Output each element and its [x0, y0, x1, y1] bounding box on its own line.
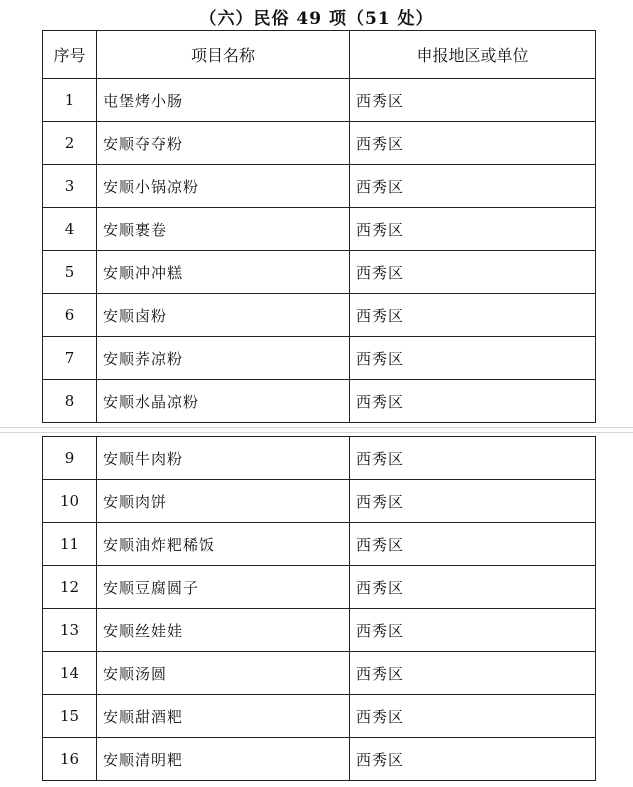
row-index: 5 [43, 251, 97, 294]
row-name: 安顺油炸粑稀饭 [97, 523, 350, 566]
row-unit: 西秀区 [350, 251, 596, 294]
row-unit: 西秀区 [350, 523, 596, 566]
section-title: （六）民俗 49 项（51 处） [199, 9, 434, 29]
table-row [43, 695, 596, 738]
header-unit: 申报地区或单位 [350, 31, 596, 79]
row-name: 安顺牛肉粉 [97, 437, 350, 480]
row-index: 9 [43, 437, 97, 480]
row-index: 14 [43, 652, 97, 695]
row-name: 安顺荞凉粉 [97, 337, 350, 380]
folk-items-table-page-1 [42, 30, 596, 423]
table-row [43, 208, 596, 251]
row-name: 安顺丝娃娃 [97, 609, 350, 652]
row-unit: 西秀区 [350, 122, 596, 165]
row-index: 4 [43, 208, 97, 251]
header-index: 序号 [43, 31, 97, 79]
table-row [43, 652, 596, 695]
table-header-row [43, 31, 596, 79]
table-row [43, 609, 596, 652]
row-name: 安顺清明粑 [97, 738, 350, 781]
row-name: 安顺裹卷 [97, 208, 350, 251]
row-index: 10 [43, 480, 97, 523]
page-break-line-bottom [0, 432, 633, 433]
row-index: 7 [43, 337, 97, 380]
table-row [43, 337, 596, 380]
table-row [43, 480, 596, 523]
row-index: 13 [43, 609, 97, 652]
row-unit: 西秀区 [350, 294, 596, 337]
table-row [43, 251, 596, 294]
table-row [43, 523, 596, 566]
row-name: 安顺小锅凉粉 [97, 165, 350, 208]
row-name: 安顺豆腐圆子 [97, 566, 350, 609]
page-break-line-top [0, 427, 633, 428]
row-unit: 西秀区 [350, 437, 596, 480]
table-row [43, 437, 596, 480]
row-name: 安顺冲冲糕 [97, 251, 350, 294]
row-unit: 西秀区 [350, 337, 596, 380]
row-name: 安顺肉饼 [97, 480, 350, 523]
table-row [43, 294, 596, 337]
row-name: 安顺甜酒粑 [97, 695, 350, 738]
row-index: 12 [43, 566, 97, 609]
row-unit: 西秀区 [350, 480, 596, 523]
row-name: 屯堡烤小肠 [97, 79, 350, 122]
row-name: 安顺水晶凉粉 [97, 380, 350, 423]
row-index: 16 [43, 738, 97, 781]
row-index: 11 [43, 523, 97, 566]
table-row [43, 380, 596, 423]
row-index: 2 [43, 122, 97, 165]
table-row [43, 122, 596, 165]
row-unit: 西秀区 [350, 208, 596, 251]
header-name: 项目名称 [97, 31, 350, 79]
row-unit: 西秀区 [350, 695, 596, 738]
row-name: 安顺夺夺粉 [97, 122, 350, 165]
row-name: 安顺卤粉 [97, 294, 350, 337]
row-index: 15 [43, 695, 97, 738]
row-unit: 西秀区 [350, 79, 596, 122]
table-row [43, 165, 596, 208]
row-unit: 西秀区 [350, 165, 596, 208]
page-break [0, 424, 633, 436]
folk-items-table-page-2 [42, 436, 596, 781]
row-unit: 西秀区 [350, 609, 596, 652]
row-index: 3 [43, 165, 97, 208]
row-index: 8 [43, 380, 97, 423]
row-unit: 西秀区 [350, 738, 596, 781]
table-row [43, 79, 596, 122]
row-unit: 西秀区 [350, 652, 596, 695]
row-name: 安顺汤圆 [97, 652, 350, 695]
row-unit: 西秀区 [350, 380, 596, 423]
row-unit: 西秀区 [350, 566, 596, 609]
row-index: 6 [43, 294, 97, 337]
row-index: 1 [43, 79, 97, 122]
table-row [43, 566, 596, 609]
table-row [43, 738, 596, 781]
